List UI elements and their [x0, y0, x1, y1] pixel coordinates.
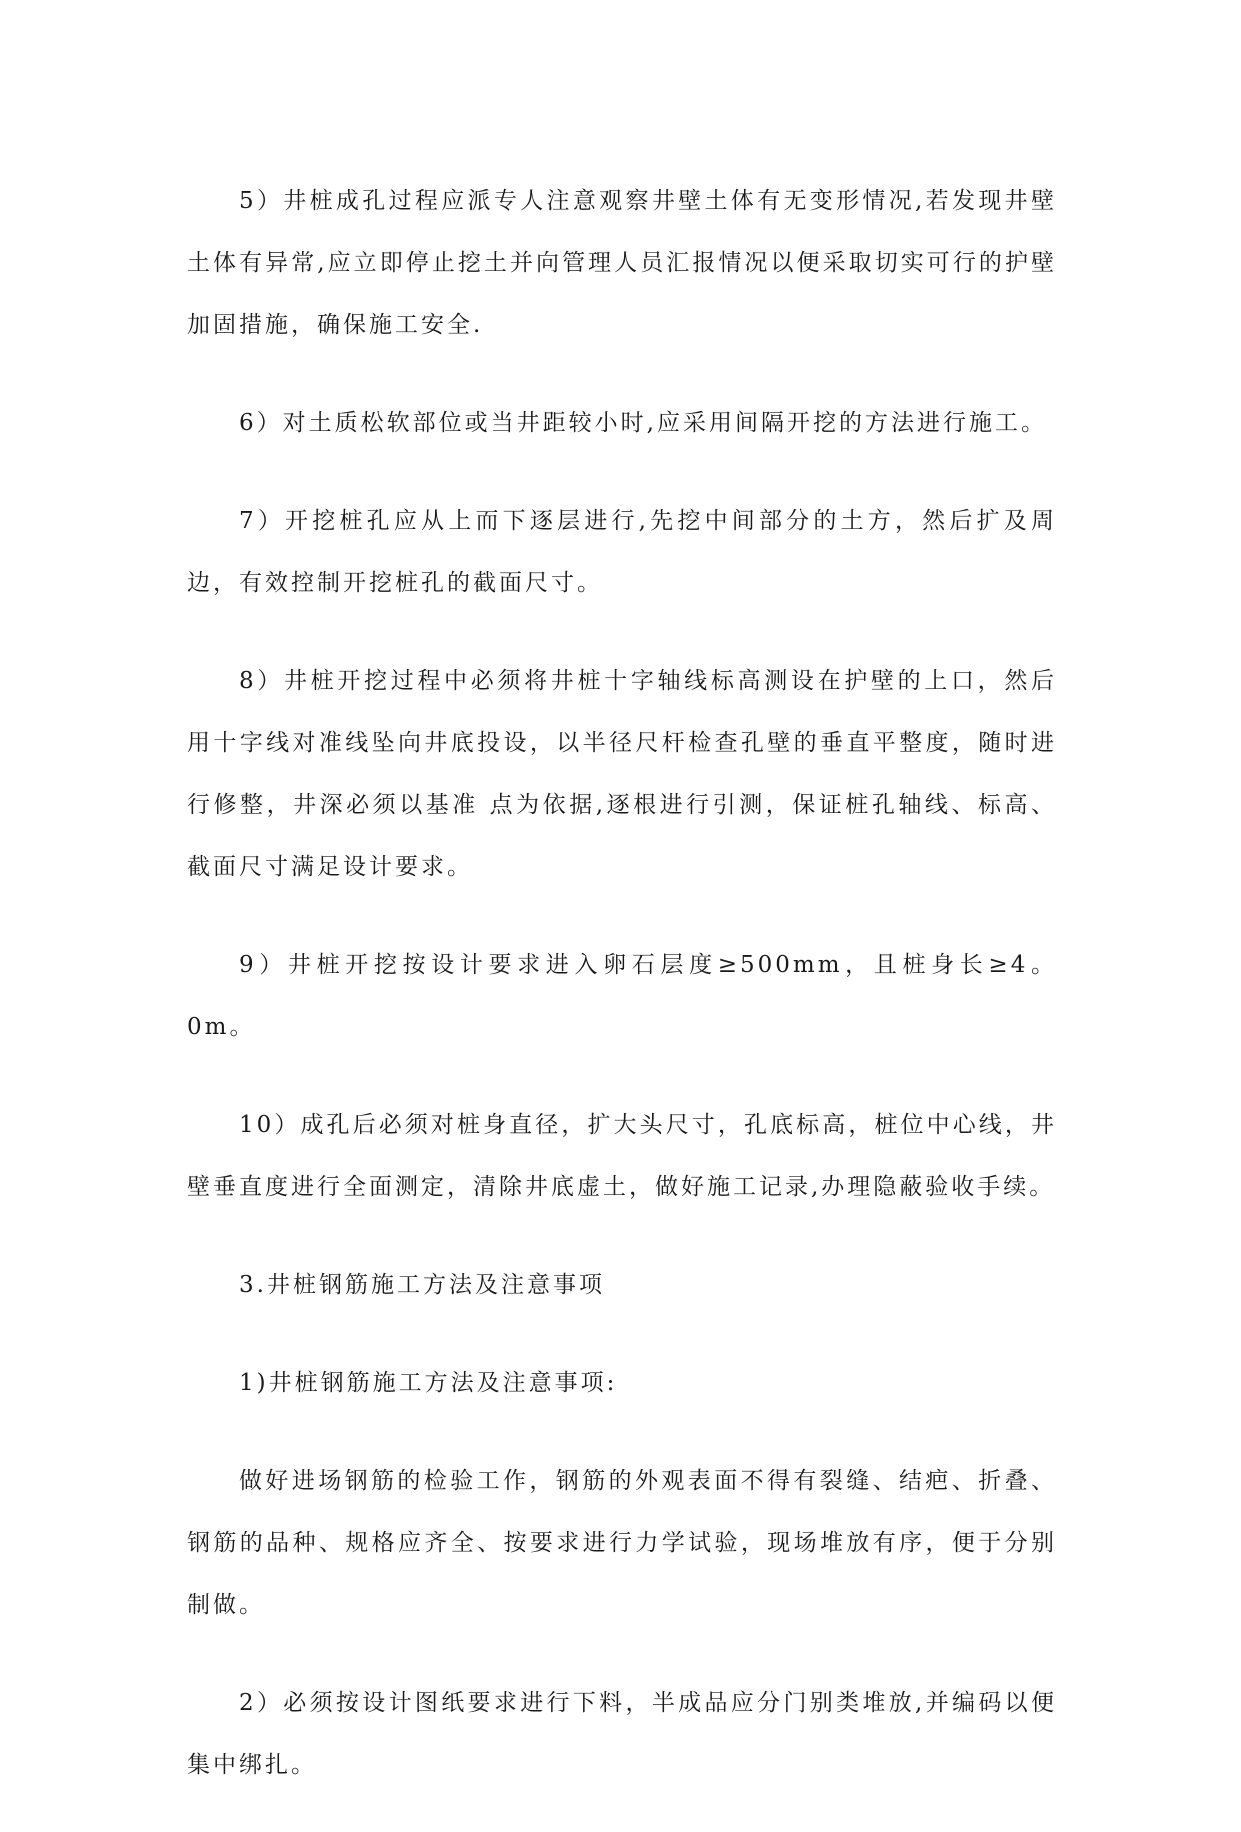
section-heading-3: 3.井桩钢筋施工方法及注意事项 [239, 1272, 605, 1298]
document-body [187, 170, 1057, 1832]
paragraph-7: 7）开挖桩孔应从上而下逐层进行,先挖中间部分的土方，然后扩及周边，有效控制开挖桩孔的截面尺寸。 [187, 508, 1057, 596]
paragraph-10: 10）成孔后必须对桩身直径，扩大头尺寸，孔底标高，桩位中心线，井壁垂直度进行全面测定，清除井底虚土，做好施工记录,办理隐蔽验收手续。 [187, 1112, 1057, 1200]
paragraph-inspection: 做好进场钢筋的检验工作，钢筋的外观表面不得有裂缝、结疤、折叠、钢筋的品种、规格应齐全、按要求进行力学试验，现场堆放有序，便于分别制做。 [187, 1468, 1057, 1618]
paragraph-6: 6）对土质松软部位或当井距较小时,应采用间隔开挖的方法进行施工。 [239, 410, 1047, 436]
subsection-heading-1: 1)井桩钢筋施工方法及注意事项: [239, 1370, 618, 1396]
paragraph-8: 8）井桩开挖过程中必须将井桩十字轴线标高测设在护壁的上口，然后用十字线对准线坠向井底投设，以半径尺杆检查孔壁的垂直平整度，随时进行修整，井深必须以基准 点为依据,逐根进行引测，保证桩孔轴线、标高、截面尺寸满足设计要求。 [187, 668, 1057, 880]
paragraph-5: 5）井桩成孔过程应派专人注意观察井壁土体有无变形情况,若发现井壁土体有异常,应立即停止挖土并向管理人员汇报情况以便采取切实可行的护壁加固措施，确保施工安全. [187, 188, 1057, 338]
paragraph-9: 9）井桩开挖按设计要求进入卵石层度≥500mm，且桩身长≥4。0m。 [187, 952, 1057, 1040]
paragraph-cutting: 2）必须按设计图纸要求进行下料，半成品应分门别类堆放,并编码以便集中绑扎。 [187, 1690, 1057, 1778]
